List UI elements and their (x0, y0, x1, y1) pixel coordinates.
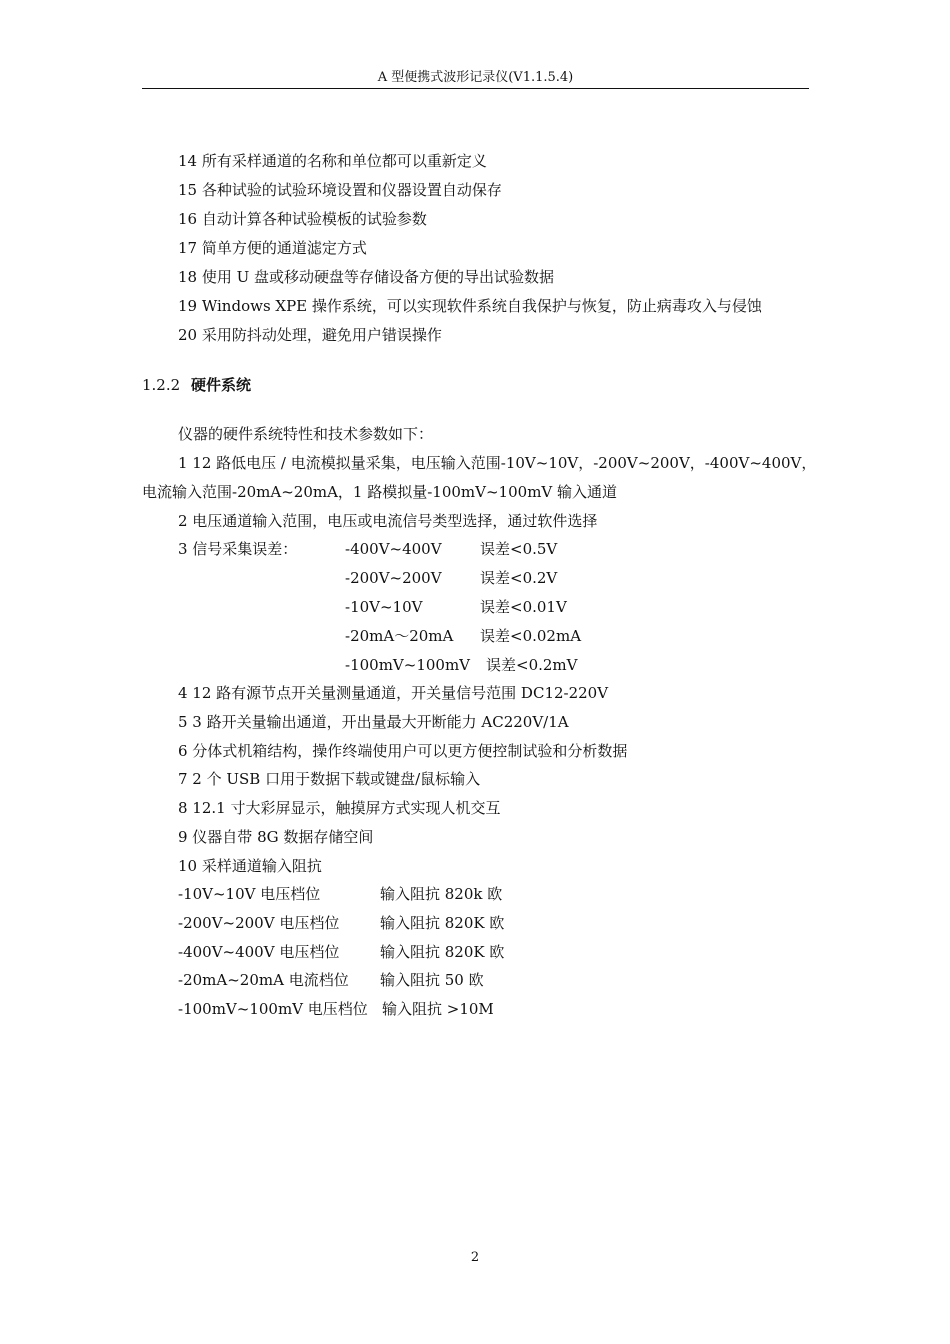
error-value: 误差<0.02mA (480, 627, 582, 645)
hardware-item: 10 采样通道输入阻抗 (178, 857, 322, 875)
feature-item: 19 Windows XPE 操作系统，可以实现软件系统自我保护与恢复，防止病毒攻入与侵蚀 (178, 297, 762, 315)
impedance-range: -200V~200V 电压档位 (178, 914, 340, 932)
error-range: -10V~10V (345, 598, 423, 616)
impedance-range: -400V~400V 电压档位 (178, 943, 340, 961)
feature-item: 20 采用防抖动处理，避免用户错误操作 (178, 326, 442, 344)
section-heading (142, 375, 251, 395)
hardware-item-3: 3 信号采集误差： (178, 540, 298, 558)
error-value: 误差<0.2V (480, 569, 558, 587)
impedance-value: 输入阻抗 50 欧 (380, 971, 484, 989)
intro-text: 仪器的硬件系统特性和技术参数如下： (178, 425, 434, 443)
hardware-item: 6 分体式机箱结构，操作终端使用户可以更方便控制试验和分析数据 (178, 742, 628, 760)
page-header: A 型便携式波形记录仪(V1.1.5.4) (377, 70, 574, 85)
page-number: 2 (470, 1250, 480, 1265)
error-range: -200V~200V (345, 569, 442, 587)
section-title: 硬件系统 (190, 376, 251, 394)
error-value: 误差<0.5V (480, 540, 558, 558)
error-value: 误差<0.2mV (486, 656, 578, 674)
impedance-value: 输入阻抗 820K 欧 (380, 914, 505, 932)
impedance-value: 输入阻抗 820K 欧 (380, 943, 505, 961)
hardware-item: 5 3 路开关量输出通道，开出量最大开断能力 AC220V/1A (178, 713, 569, 731)
error-value: 误差<0.01V (480, 598, 567, 616)
error-range: -400V~400V (345, 540, 442, 558)
feature-item: 16 自动计算各种试验模板的试验参数 (178, 210, 427, 228)
hardware-item: 4 12 路有源节点开关量测量通道，开关量信号范围 DC12-220V (178, 684, 609, 702)
feature-item: 14 所有采样通道的名称和单位都可以重新定义 (178, 152, 487, 170)
feature-item: 17 简单方便的通道滤定方式 (178, 239, 367, 257)
feature-item: 18 使用 U 盘或移动硬盘等存储设备方便的导出试验数据 (178, 268, 555, 286)
impedance-range: -100mV~100mV 电压档位 (178, 1000, 368, 1018)
hardware-item-1-cont: 电流输入范围-20mA~20mA，1 路模拟量-100mV~100mV 输入通道 (142, 483, 618, 501)
section-number: 1.2.2 (142, 376, 181, 394)
header-rule (142, 88, 809, 89)
hardware-item: 8 12.1 寸大彩屏显示，触摸屏方式实现人机交互 (178, 799, 501, 817)
impedance-range: -20mA~20mA 电流档位 (178, 971, 349, 989)
impedance-value: 输入阻抗 >10M (382, 1000, 494, 1018)
impedance-value: 输入阻抗 820k 欧 (380, 885, 503, 903)
error-range: -20mA～20mA (345, 627, 454, 645)
hardware-item-2: 2 电压通道输入范围，电压或电流信号类型选择，通过软件选择 (178, 512, 598, 530)
impedance-range: -10V~10V 电压档位 (178, 885, 321, 903)
hardware-item-1: 1 12 路低电压 / 电流模拟量采集，电压输入范围-10V~10V，-200V~200V，-400V~400V， (178, 454, 817, 472)
feature-item: 15 各种试验的试验环境设置和仪器设置自动保存 (178, 181, 502, 199)
hardware-item: 9 仪器自带 8G 数据存储空间 (178, 828, 374, 846)
hardware-item: 7 2 个 USB 口用于数据下载或键盘/鼠标输入 (178, 770, 481, 788)
error-range: -100mV~100mV (345, 656, 471, 674)
